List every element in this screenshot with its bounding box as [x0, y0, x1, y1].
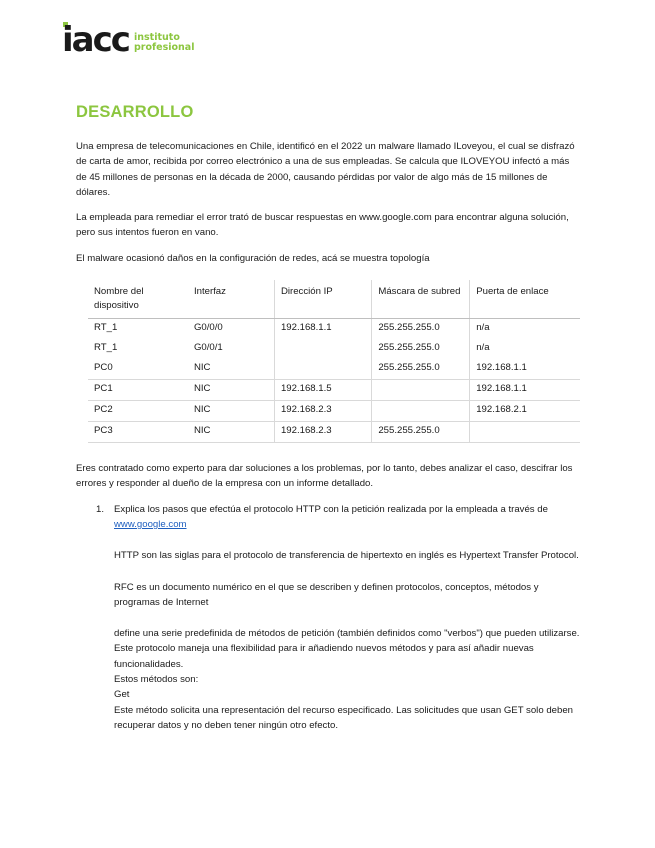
- cell-ip: 192.168.1.1: [274, 319, 371, 340]
- answer-http-definition: HTTP son las siglas para el protocolo de transferencia de hipertexto en inglés es Hypertext Transfer Protocol.: [114, 550, 579, 562]
- section-title: DESARROLLO: [76, 103, 194, 121]
- cell-gateway: 192.168.1.1: [470, 380, 580, 401]
- logo-line1: instituto: [134, 32, 180, 43]
- question-item: [76, 502, 581, 734]
- cell-gateway: n/a: [470, 339, 580, 359]
- header-interface: Interfaz: [188, 280, 275, 319]
- topology-intro: El malware ocasionó daños en la configuración de redes, acá se muestra topología: [76, 252, 430, 264]
- header-ip: Dirección IP: [274, 280, 371, 319]
- cell-interface: G0/0/0: [193, 322, 223, 334]
- cell-device: RT_1: [94, 322, 118, 334]
- header-gateway: Puerta de enlace: [470, 280, 580, 319]
- answer-get-description: Este método solicita una representación del recurso especificado. Las solicitudes que usan GET solo deben recuperar datos y no deben tener ningún otro efecto.: [114, 704, 573, 731]
- cell-interface: NIC: [188, 380, 275, 401]
- topology-table: [88, 280, 580, 443]
- cell-mask: 255.255.255.0: [372, 319, 470, 340]
- iacc-logo: [62, 20, 212, 60]
- answer-rfc-definition: RFC es un documento numérico en el que se describen y definen protocolos, conceptos, métodos y programas de Internet: [114, 581, 539, 608]
- cell-interface: G0/0/1: [193, 342, 223, 354]
- logo-brand: iacc: [62, 20, 129, 60]
- cell-device: PC1: [88, 380, 188, 401]
- iacc-logo-graphic: [62, 20, 212, 60]
- employee-paragraph: La empleada para remediar el error trató de buscar respuestas en www.google.com para encontrar alguna solución, pero sus intentos fueron en vano.: [76, 212, 569, 239]
- cell-device: PC2: [94, 404, 113, 416]
- task-paragraph: Eres contratado como experto para dar soluciones a los problemas, por lo tanto, debes analizar el caso, descifrar los errores y responder al dueño de la empresa con un informe detallado.: [76, 463, 573, 490]
- cell-interface: NIC: [193, 362, 211, 374]
- cell-interface: NIC: [193, 404, 211, 416]
- cell-mask: 255.255.255.0: [372, 339, 470, 359]
- google-link[interactable]: www.google.com: [114, 518, 187, 530]
- answer-methods-block: [114, 626, 581, 733]
- cell-ip: 192.168.2.3: [274, 422, 371, 443]
- table-row: [88, 339, 580, 359]
- question-text: [114, 502, 581, 533]
- cell-gateway: 192.168.1.1: [470, 359, 580, 380]
- header-device: Nombre del dispositivo: [88, 280, 188, 319]
- intro-paragraph: Una empresa de telecomunicaciones en Chile, identificó en el 2022 un malware llamado ILoveyou, el cual se disfrazó de carta de amor, recibida por correo electrónico a una de sus empleadas. Se calcula que ILOVEYOU infectó a más de 45 millones de personas en la década de 2000, causando pérdidas por valor de algo más de 15 millones de dólares.: [76, 141, 575, 198]
- cell-interface: NIC: [188, 422, 275, 443]
- cell-mask: 255.255.255.0: [372, 422, 470, 443]
- cell-ip: [274, 339, 371, 359]
- table-row: [88, 422, 580, 443]
- question-list: [76, 502, 581, 734]
- table-row: [88, 380, 580, 401]
- logo-line2: profesional: [134, 42, 195, 53]
- table-row: [88, 319, 580, 340]
- cell-ip: 192.168.1.5: [274, 380, 371, 401]
- answer-method-get: Get: [114, 689, 130, 701]
- cell-gateway: n/a: [470, 319, 580, 340]
- cell-device: PC3: [88, 422, 188, 443]
- cell-mask: [372, 380, 470, 401]
- cell-gateway: [470, 422, 580, 443]
- table-row: [88, 359, 580, 380]
- answer-methods-description: define una serie predefinida de métodos de petición (también definidos como "verbos") que pueden utilizarse. Este protocolo maneja una flexibilidad para ir añadiendo nuevos métodos y para así añadir nuevas funcionalidades.: [114, 628, 580, 670]
- cell-gateway: 192.168.2.1: [470, 401, 580, 422]
- cell-ip: 192.168.2.3: [274, 401, 371, 422]
- cell-mask: [372, 401, 470, 422]
- cell-ip: [274, 359, 371, 380]
- table-header-row: [88, 280, 580, 319]
- question-prompt: Explica los pasos que efectúa el protocolo HTTP con la petición realizada por la empleada a través de: [114, 503, 548, 515]
- cell-device: RT_1: [94, 342, 118, 354]
- header-mask: Máscara de subred: [372, 280, 470, 319]
- cell-device: PC0: [94, 362, 113, 374]
- question-number: 1.: [96, 503, 105, 515]
- cell-mask: 255.255.255.0: [372, 359, 470, 380]
- answer-methods-heading: Estos métodos son:: [114, 674, 199, 686]
- table-row: [88, 401, 580, 422]
- document-body: [76, 103, 581, 733]
